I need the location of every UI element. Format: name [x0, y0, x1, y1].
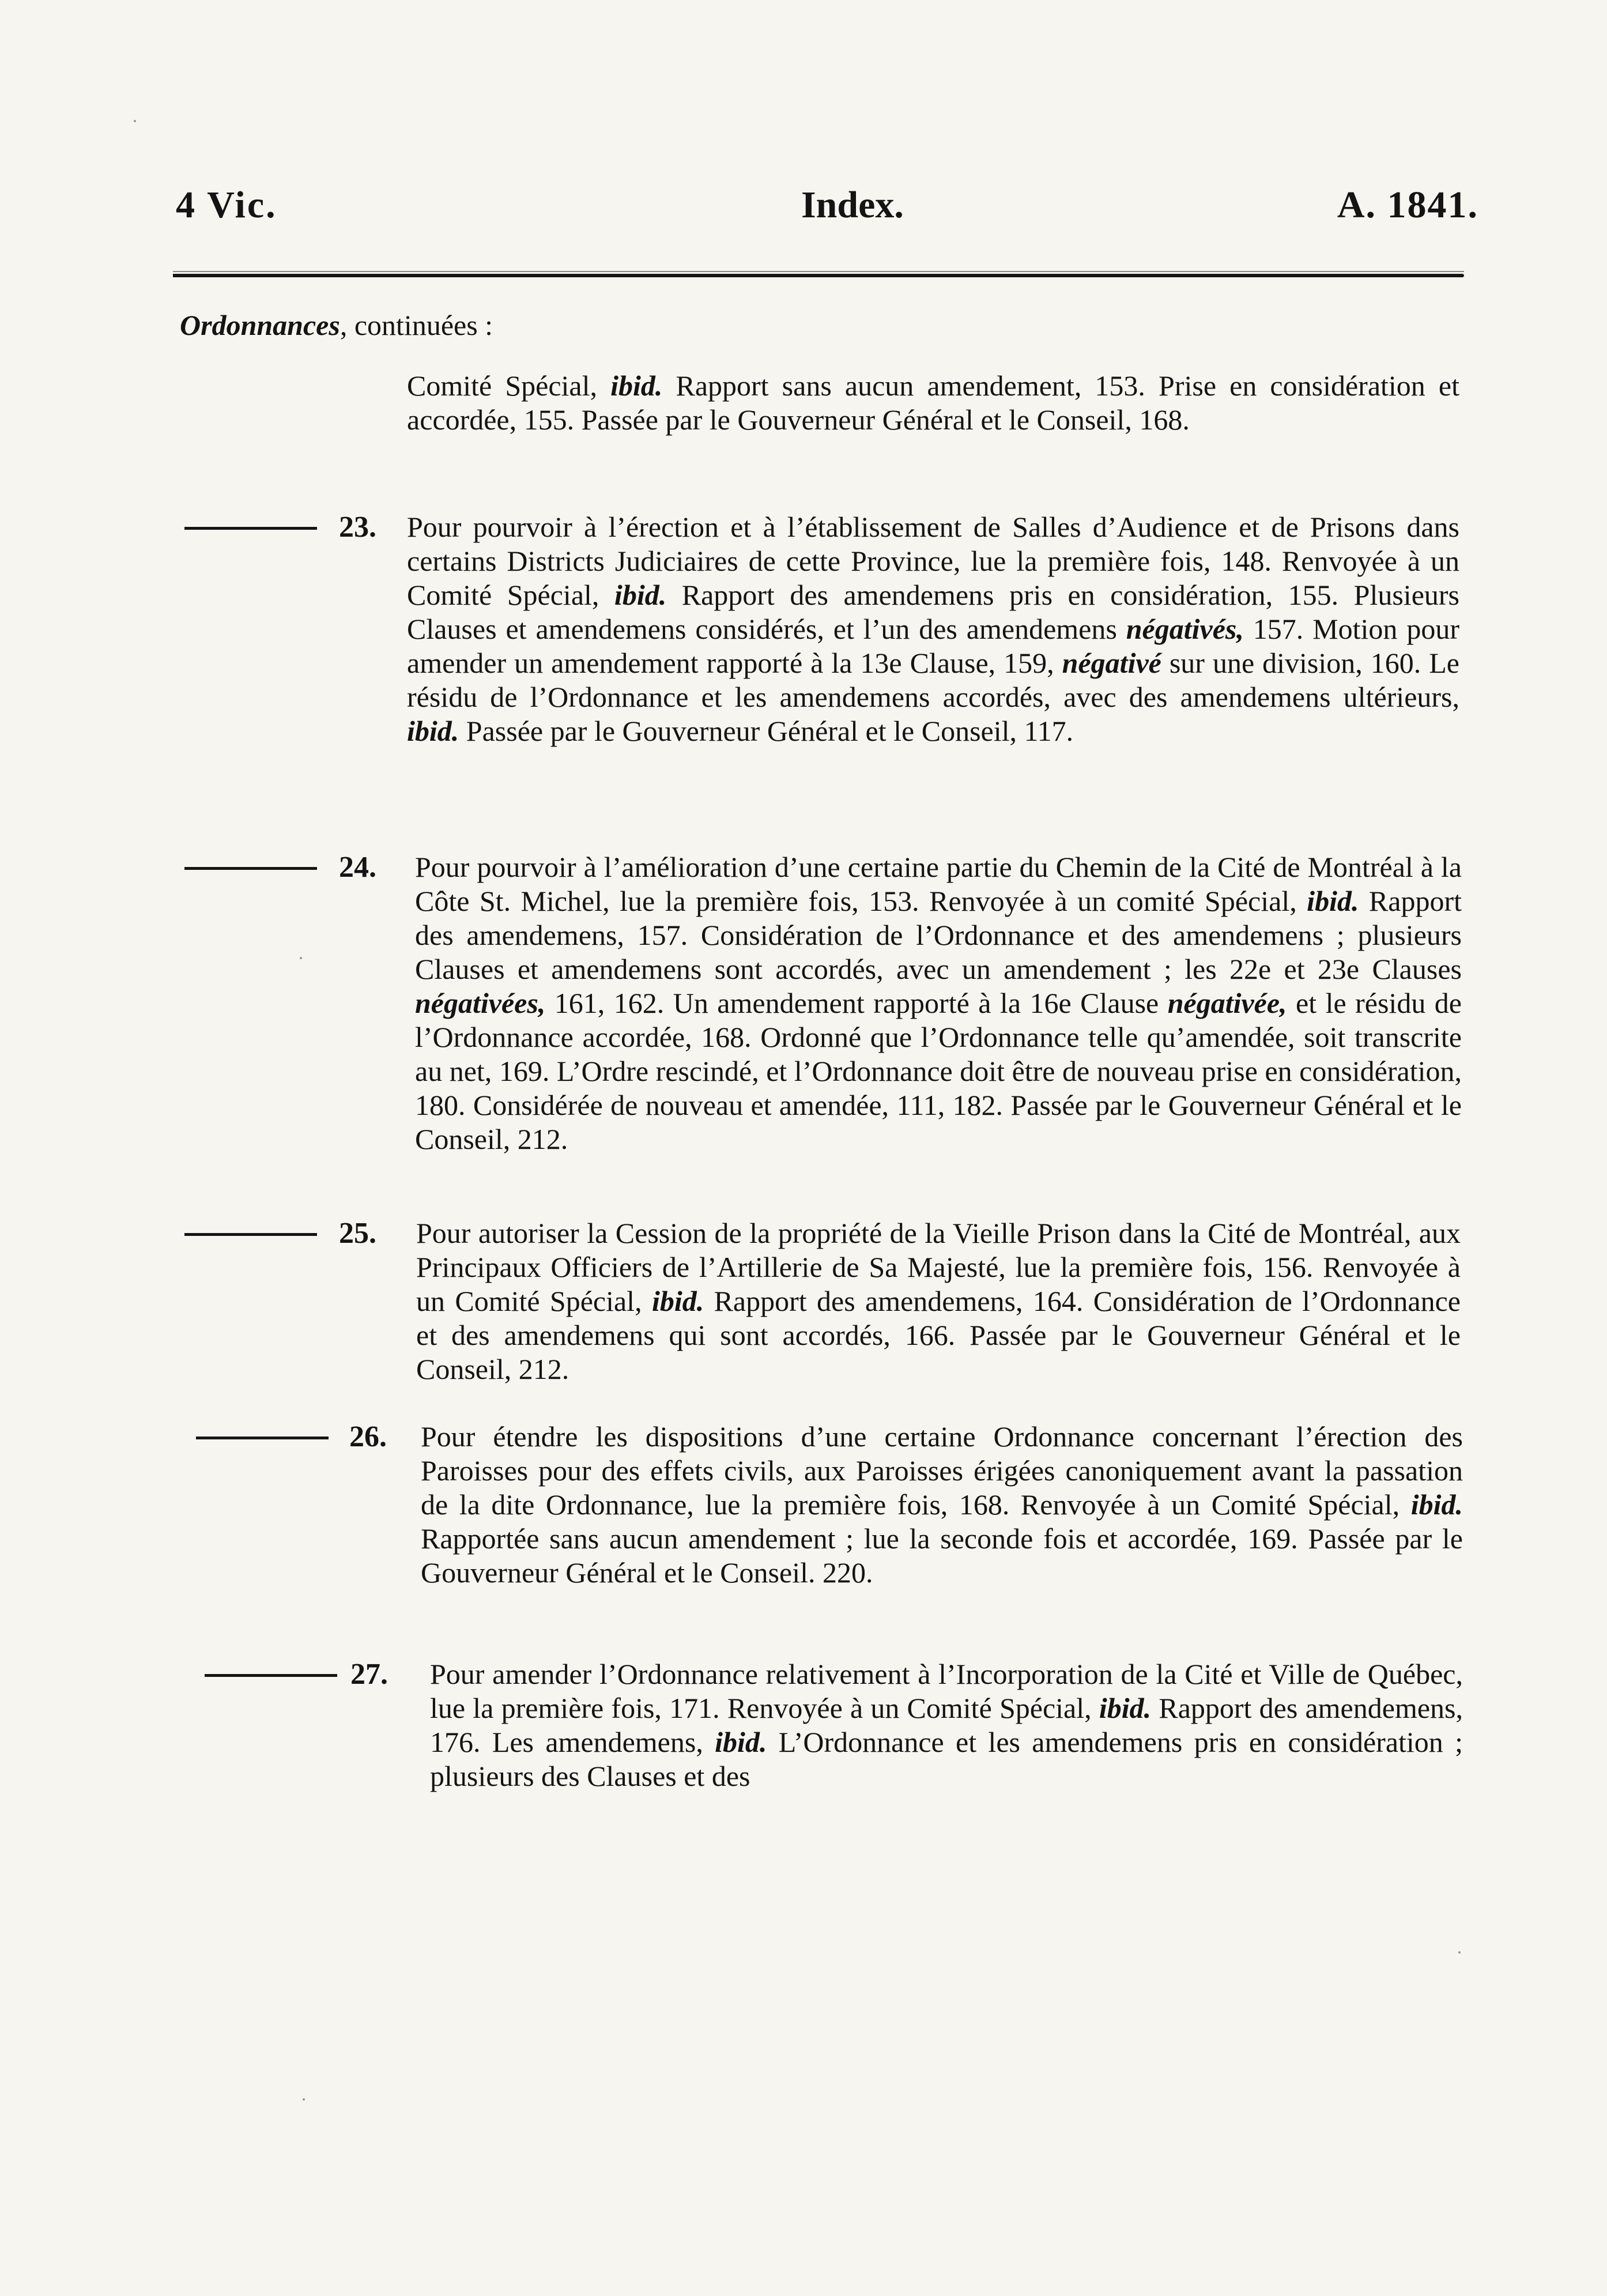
entry-dash — [184, 1233, 317, 1236]
entry-italic-term: négativées, — [415, 987, 546, 1019]
entry-italic-term: ibid. — [610, 370, 663, 402]
entry-text — [407, 369, 1459, 437]
entry-number: 23. — [339, 511, 376, 544]
entry-text-segment: L’Ordonnance et les amendemens pris en considération ; plusieurs des Clauses et des — [430, 1726, 1463, 1792]
entry-italic-term: négativé — [1062, 647, 1161, 679]
header-title: Index. — [801, 184, 904, 226]
entry-italic-term: ibid. — [407, 715, 459, 747]
entry-text — [407, 510, 1459, 748]
header-year: A. 1841. — [1337, 184, 1478, 226]
entry-text-segment: Rapport sans aucun amendement, 153. Prise en considération et accordée, 155. Passée par le Gouverneur Général et le Conseil, 168. — [407, 370, 1459, 436]
section-heading — [180, 308, 493, 342]
entry-dash — [196, 1437, 329, 1439]
entry-text-segment: Pour étendre les dispositions d’une certaine Ordonnance concernant l’érection des Paroisses pour des effets civils, aux Paroisses érigées canoniquement avant la passation de la dite Ordonnance, lue la première fois, 168. Renvoyée à un Comité Spécial, — [421, 1420, 1463, 1521]
entry-text-segment: Rapport des amendemens, 157. Considération de l’Ordonnance et des amendemens ; plusieurs Clauses et amendemens sont accordés, avec un amendement ; les 22e et 23e Clauses — [415, 885, 1462, 985]
entry-italic-term: ibid. — [614, 579, 667, 611]
entry-text-segment: Rapport des amendemens pris en considération, 155. Plusieurs Clauses et amendemens considérés, et l’un des amendemens — [407, 579, 1459, 645]
entry-text — [430, 1657, 1463, 1793]
entry-text-segment: Pour pourvoir à l’amélioration d’une certaine partie du Chemin de la Cité de Montréal à la Côte St. Michel, lue la première fois, 153. Renvoyée à un comité Spécial, — [415, 851, 1462, 917]
entry-italic-term: ibid. — [715, 1726, 767, 1758]
entry-italic-term: négativés, — [1126, 613, 1244, 645]
entry-text-segment: Pour pourvoir à l’érection et à l’établissement de Salles d’Audience et de Prisons dans certains Districts Judiciaires de cette Province, lue la première fois, 148. Renvoyée à un Comité Spécial, — [407, 511, 1459, 611]
entry-text-segment: 161, 162. Un amendement rapporté à la 16e Clause — [545, 987, 1168, 1019]
entry-dash — [184, 867, 317, 870]
page-header — [176, 183, 1478, 247]
entry-text-segment: Pour autoriser la Cession de la propriété de la Vieille Prison dans la Cité de Montréal, aux Principaux Officiers de l’Artillerie de Sa Majesté, lue la première fois, 156. Renvoyée à un Comité Spécial, — [416, 1217, 1461, 1317]
header-rule — [173, 271, 1464, 277]
section-heading-label: Ordonnances — [180, 309, 340, 341]
entry-text-segment: Rapport des amendemens, 164. Considération de l’Ordonnance et des amendemens qui sont accordés, 166. Passée par le Gouverneur Général et le Conseil, 212. — [416, 1285, 1461, 1385]
entry-number: 26. — [349, 1420, 387, 1453]
entry-text-segment: Rapport des amendemens, 176. Les amendemens, — [430, 1692, 1463, 1758]
entry-italic-term: ibid. — [651, 1285, 704, 1317]
entry-text-segment: sur une division, 160. Le résidu de l’Ordonnance et les amendemens accordés, avec des amendemens ultérieurs, — [407, 647, 1459, 713]
entry-number: 27. — [350, 1658, 388, 1691]
entry-italic-term: négativée, — [1167, 987, 1287, 1019]
entry-text-segment: 157. Motion pour amender un amendement rapporté à la 13e Clause, 159, — [407, 613, 1459, 679]
entry-number: 25. — [339, 1217, 376, 1250]
entry-text — [415, 850, 1462, 1156]
entry-dash — [184, 527, 317, 530]
entry-text — [416, 1216, 1461, 1386]
entry-text-segment: Pour amender l’Ordonnance relativement à l’Incorporation de la Cité et Ville de Québec, lue la première fois, 171. Renvoyée à un Comité Spécial, — [430, 1658, 1463, 1724]
entry-italic-term: ibid. — [1099, 1692, 1152, 1724]
entry-text-segment: et le résidu de l’Ordonnance accordée, 168. Ordonné que l’Ordonnance telle qu’amendée, soit transcrite au net, 169. L’Ordre rescindé, et l’Ordonnance doit être de nouveau prise en considération, 180. Considérée de nouveau et amendée, 111, 182. Passée par le Gouverneur Général et le Conseil, 212. — [415, 987, 1462, 1155]
entry-text-segment: Passée par le Gouverneur Général et le Conseil, 117. — [459, 715, 1074, 747]
entry-text-segment: Rapportée sans aucun amendement ; lue la seconde fois et accordée, 169. Passée par le Gouverneur Général et le Conseil. 220. — [421, 1522, 1463, 1589]
entry-number: 24. — [339, 851, 376, 884]
entry-italic-term: ibid. — [1410, 1488, 1463, 1521]
entry-italic-term: ibid. — [1307, 885, 1359, 917]
section-heading-suffix: , continuées : — [339, 309, 493, 341]
header-reign: 4 Vic. — [176, 184, 277, 226]
entry-dash — [205, 1674, 337, 1677]
entry-text-segment: Comité Spécial, — [407, 370, 611, 402]
entry-text — [421, 1420, 1463, 1590]
